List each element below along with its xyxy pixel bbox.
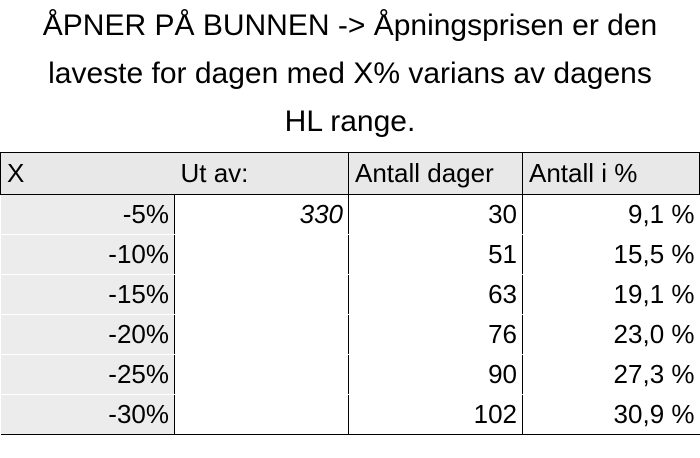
cell-antall-pct: 30,9 % [523,395,700,435]
cell-antall-pct: 15,5 % [523,235,700,275]
cell-x: -30% [1,395,175,435]
cell-ut-av [175,395,349,435]
title-line-3: HL range. [284,105,416,138]
data-table [0,152,700,435]
cell-antall-dager: 90 [349,355,523,395]
cell-x: -5% [1,195,175,235]
cell-antall-dager: 102 [349,395,523,435]
table-row [1,395,700,435]
cell-antall-dager: 51 [349,235,523,275]
cell-ut-av [175,275,349,315]
cell-antall-pct: 23,0 % [523,315,700,355]
cell-ut-av [175,315,349,355]
table-row [1,315,700,355]
title-line-1: ÅPNER PÅ BUNNEN -> Åpningsprisen er den [42,9,658,42]
cell-antall-dager: 76 [349,315,523,355]
header-x: X [1,153,175,195]
cell-x: -15% [1,275,175,315]
table-row [1,275,700,315]
cell-ut-av [175,355,349,395]
header-row [1,153,700,195]
cell-x: -25% [1,355,175,395]
cell-x: -10% [1,235,175,275]
cell-ut-av [175,235,349,275]
table-row [1,235,700,275]
cell-ut-av: 330 [175,195,349,235]
title-line-2: laveste for dagen med X% varians av dagens [48,57,652,90]
cell-antall-pct: 9,1 % [523,195,700,235]
header-antall-pct: Antall i % [523,153,700,195]
cell-antall-dager: 63 [349,275,523,315]
cell-antall-dager: 30 [349,195,523,235]
cell-x: -20% [1,315,175,355]
cell-antall-pct: 27,3 % [523,355,700,395]
table-row [1,195,700,235]
header-ut-av: Ut av: [175,153,349,195]
page-title [0,0,700,146]
cell-antall-pct: 19,1 % [523,275,700,315]
table-row [1,355,700,395]
header-antall-dager: Antall dager [349,153,523,195]
